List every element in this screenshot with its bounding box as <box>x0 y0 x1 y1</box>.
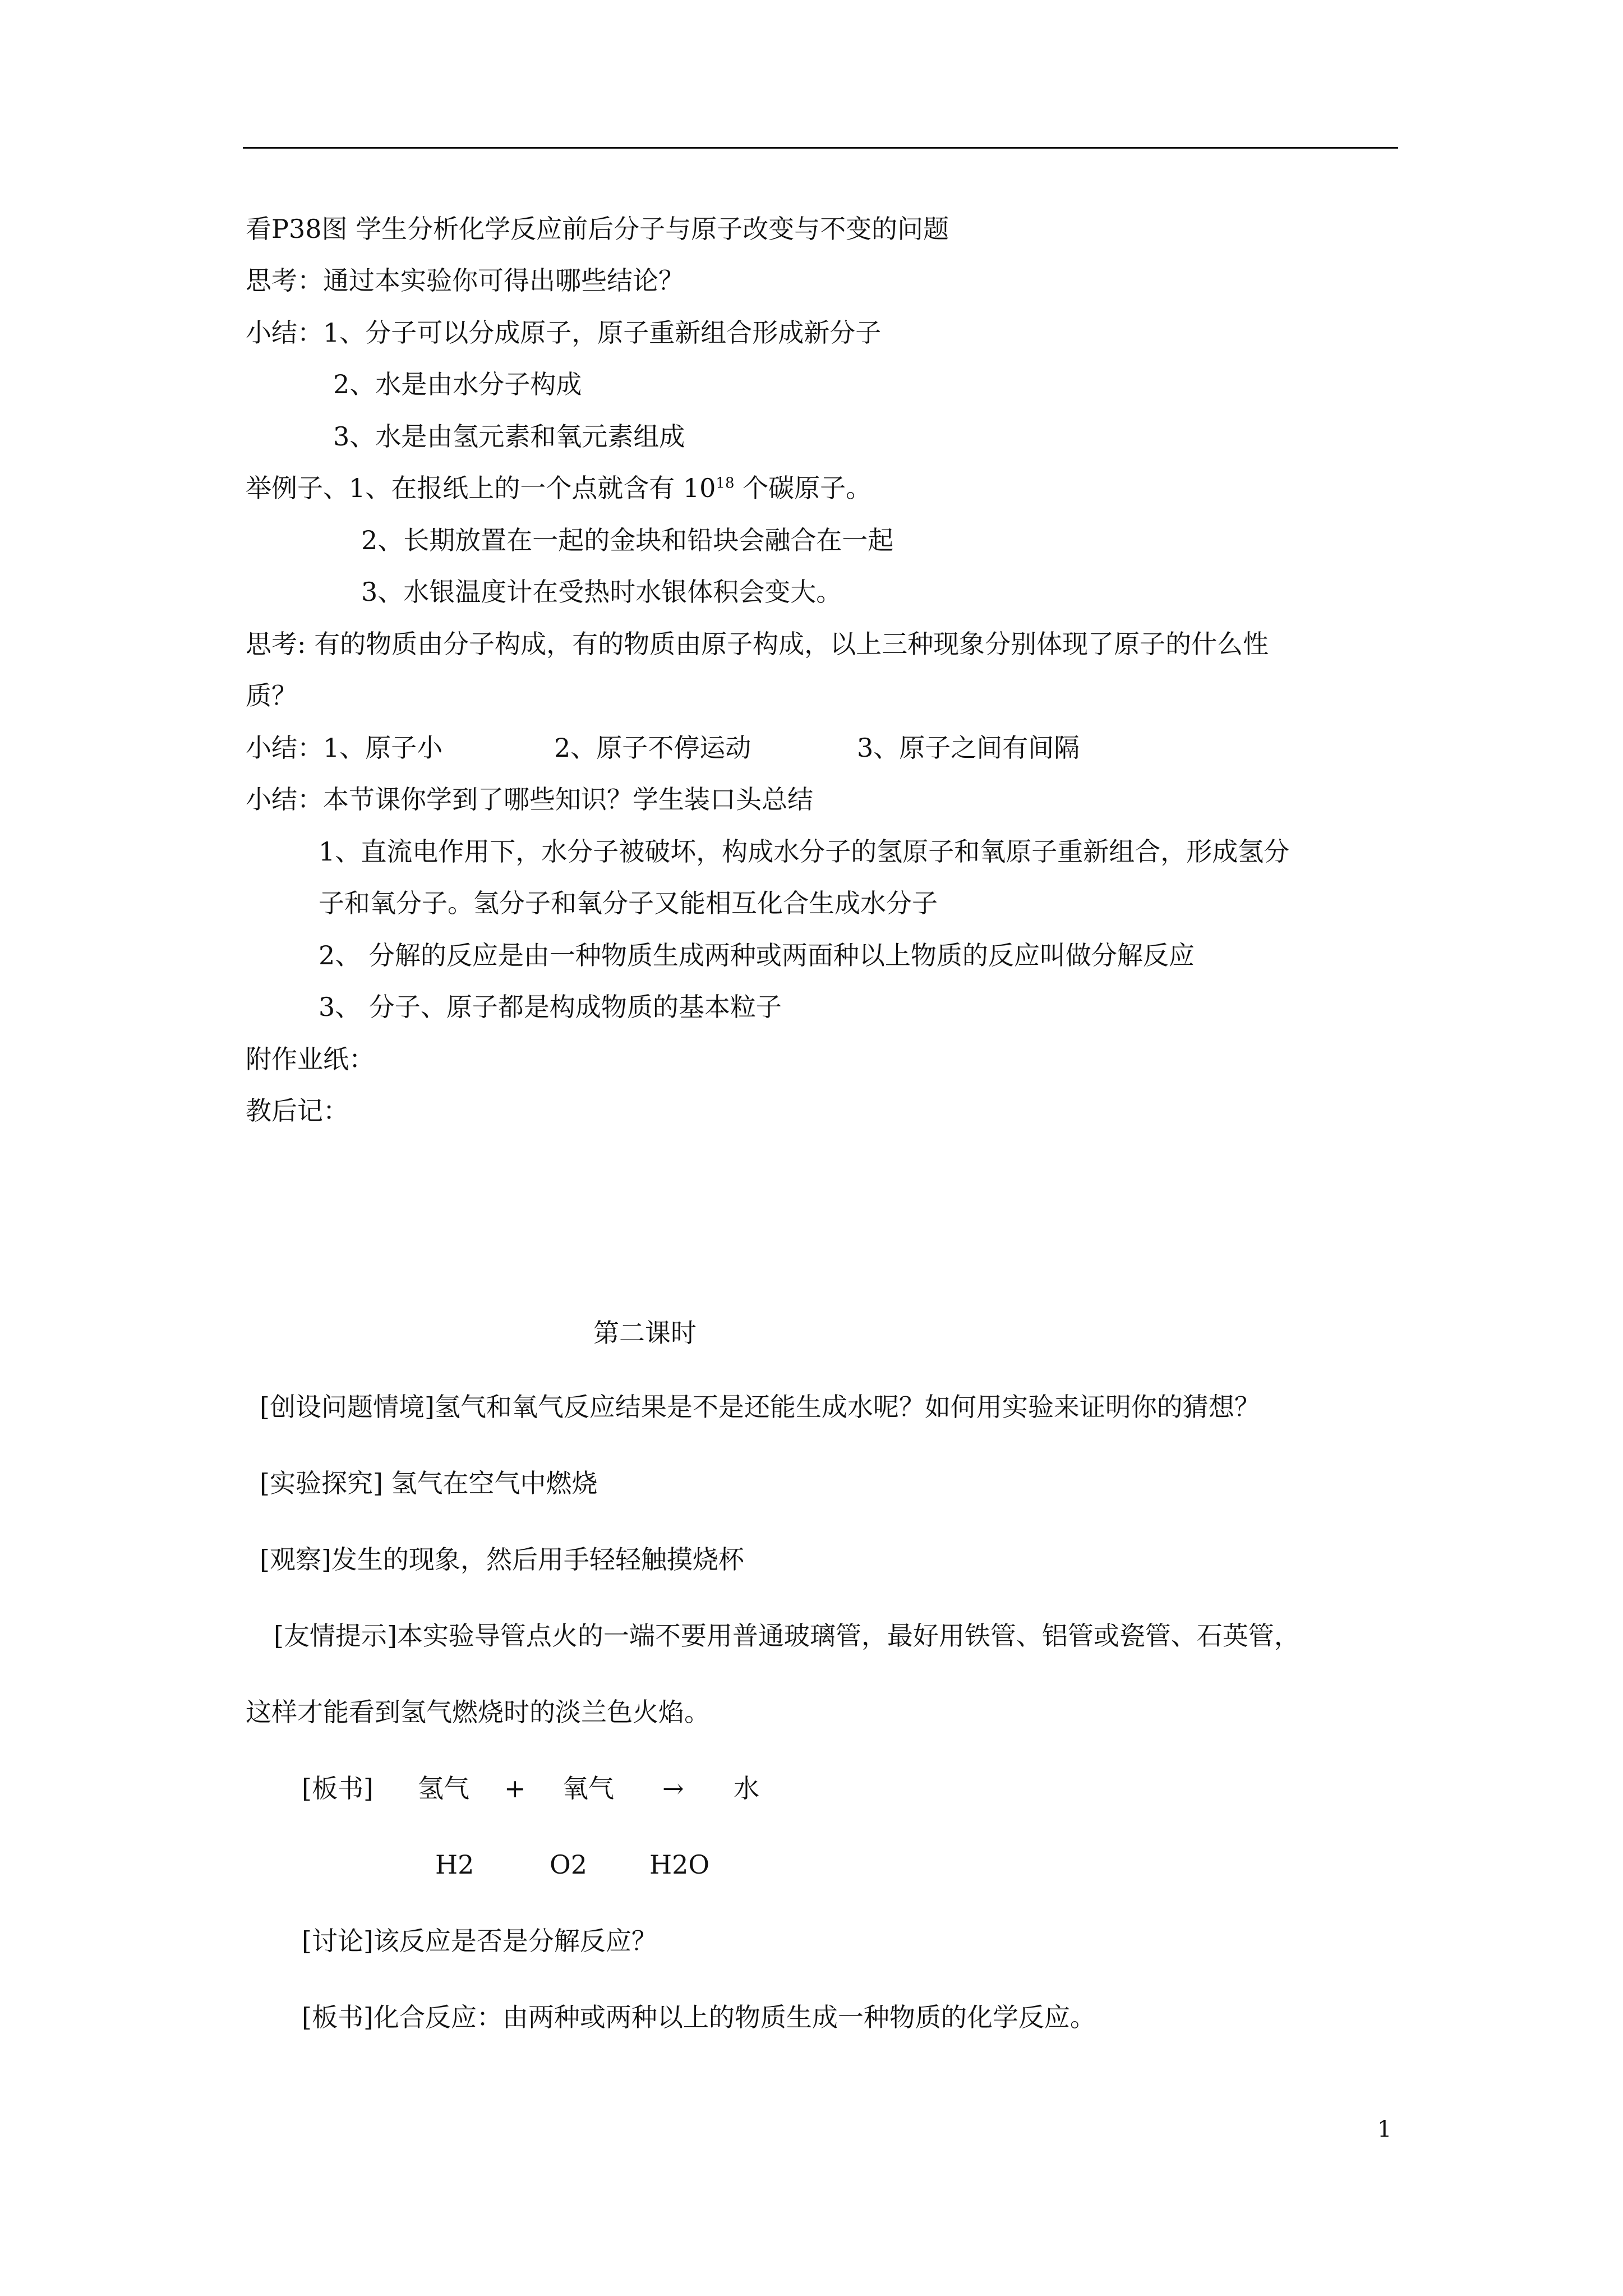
header-rule <box>243 147 1398 149</box>
oxygen-word: 氧气 <box>562 1773 614 1803</box>
reflection-label: 教后记： <box>246 1096 349 1126</box>
board-equation-words <box>302 1772 759 1805</box>
observation: [观察]发生的现象，然后用手轻轻触摸烧杯 <box>260 1544 744 1575</box>
point-1-line-1: 1、直流电作用下，水分子被破坏，构成水分子的氢原子和氧原子重新组合，形成氢分 <box>319 836 1290 867</box>
summary-2-item-1: 1、原子小 <box>323 733 443 763</box>
example-item-1 <box>246 471 872 505</box>
problem-scenario: [创设问题情境]氢气和氧气反应结果是不是还能生成水呢？如何用实验来证明你的猜想？ <box>260 1392 1260 1422</box>
think-question-2-line-2: 质？ <box>246 680 297 711</box>
summary-1-item-1-text: 1、分子可以分成原子，原子重新组合形成新分子 <box>323 318 882 348</box>
reaction-arrow: → <box>662 1773 684 1803</box>
friendly-tip-line-1: [友情提示]本实验导管点火的一端不要用普通玻璃管，最好用铁管、铝管或瓷管、石英管， <box>274 1621 1300 1651</box>
page-number: 1 <box>1377 2116 1392 2142</box>
lesson-2-title: 第二课时 <box>593 1318 697 1348</box>
summary-1-item-1 <box>246 316 881 349</box>
summary-2-item-3: 3、原子之间有间隔 <box>857 733 1080 763</box>
examples-label: 举例子、 <box>246 473 349 503</box>
hydrogen-word: 氢气 <box>418 1773 469 1803</box>
summary-2 <box>246 731 1080 765</box>
example-1-text-before: 1、在报纸上的一个点就含有 10 <box>349 473 716 503</box>
homework-label: 附作业纸： <box>246 1044 375 1074</box>
summary-1-label: 小结： <box>246 318 323 348</box>
example-item-3: 3、水银温度计在受热时水银体积会变大。 <box>361 577 842 607</box>
think-question-1: 思考：通过本实验你可得出哪些结论？ <box>246 265 684 296</box>
example-1-text-after: 个碳原子。 <box>734 473 872 503</box>
example-1-exponent: 18 <box>716 475 735 492</box>
experiment-inquiry: [实验探究] 氢气在空气中燃烧 <box>260 1468 598 1498</box>
summary-2-label: 小结： <box>246 733 323 763</box>
friendly-tip-line-2: 这样才能看到氢气燃烧时的淡兰色火焰。 <box>246 1697 710 1727</box>
point-1-line-2: 子和氧分子。氢分子和氧分子又能相互化合生成水分子 <box>319 888 938 918</box>
point-3: 3、 分子、原子都是构成物质的基本粒子 <box>319 992 782 1022</box>
intro-line: 看P38图 学生分析化学反应前后分子与原子改变与不变的问题 <box>246 214 949 244</box>
o2-formula: O2 <box>550 1849 587 1880</box>
summary-3: 小结：本节课你学到了哪些知识？学生装口头总结 <box>246 784 813 815</box>
think-question-2-line-1: 思考: 有的物质由分子构成，有的物质由原子构成，以上三种现象分别体现了原子的什么性 <box>246 629 1269 659</box>
water-word: 水 <box>734 1773 759 1803</box>
h2-formula: H2 <box>435 1849 474 1880</box>
example-item-2: 2、长期放置在一起的金块和铅块会融合在一起 <box>361 525 894 555</box>
h2o-formula: H2O <box>649 1849 710 1880</box>
discussion: [讨论]该反应是否是分解反应？ <box>302 1926 657 1956</box>
board-equation-formulas <box>435 1848 709 1881</box>
summary-2-item-2: 2、原子不停运动 <box>554 733 751 763</box>
plus-sign: + <box>504 1773 526 1803</box>
board-label: [板书] <box>302 1773 374 1803</box>
summary-1-item-3: 3、水是由氢元素和氧元素组成 <box>333 421 685 452</box>
summary-1-item-2: 2、水是由水分子构成 <box>333 369 582 399</box>
point-2: 2、 分解的反应是由一种物质生成两种或两面种以上物质的反应叫做分解反应 <box>319 940 1195 970</box>
board-combination-reaction: [板书]化合反应：由两种或两种以上的物质生成一种物质的化学反应。 <box>302 2002 1096 2032</box>
